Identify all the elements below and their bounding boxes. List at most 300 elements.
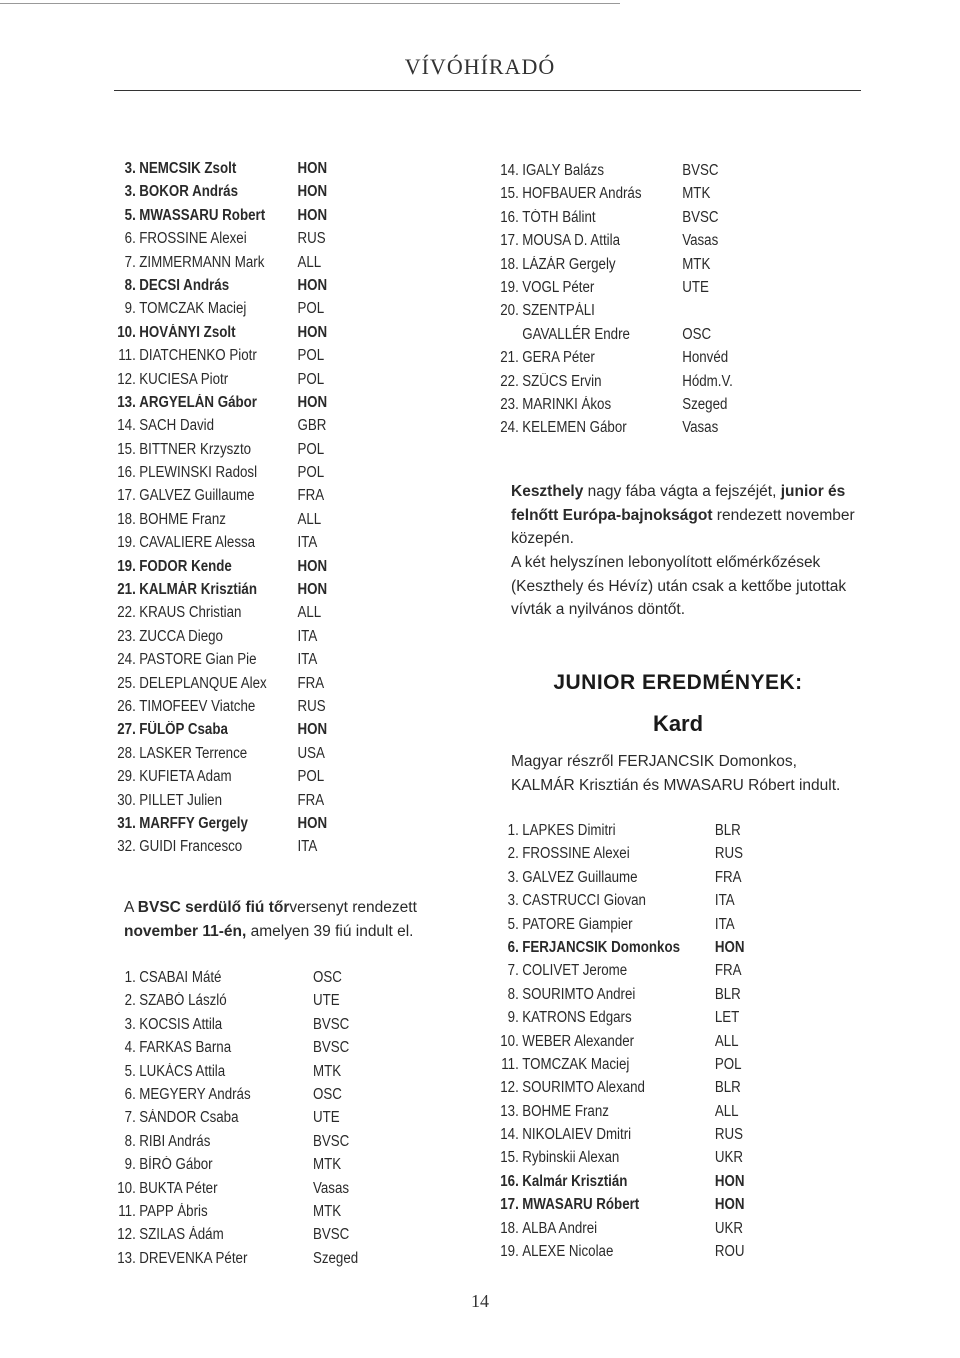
result-position: 12. (117, 370, 136, 388)
club-name: MTK (682, 255, 711, 273)
club-name: Vasas (682, 419, 719, 437)
fencer-name: HOFBAUER András (522, 185, 642, 203)
result-row (493, 936, 777, 959)
result-row (110, 555, 394, 578)
fencer-name: SOURIMTO Andrei (522, 985, 636, 1003)
result-row (110, 718, 394, 741)
result-position: 2. (507, 845, 519, 863)
result-position: 27. (117, 721, 136, 739)
fencer-name: BOHME Franz (522, 1102, 609, 1120)
result-position: 18. (500, 255, 519, 273)
fencer-name: SÁNDOR Csaba (139, 1109, 239, 1127)
fencer-name: PATORE Giampier (522, 915, 633, 933)
result-position: 29. (117, 768, 136, 786)
result-position: 5. (124, 206, 136, 224)
result-position: 1. (124, 969, 136, 986)
junior-results-list (493, 819, 823, 1263)
country-code: HON (297, 160, 328, 177)
result-row (110, 508, 394, 531)
result-row (493, 959, 777, 982)
top-rule (0, 3, 620, 4)
result-position: 20. (500, 302, 519, 320)
fencer-name: LÁZÁR Gergely (522, 255, 616, 273)
result-row (493, 819, 777, 842)
fencer-name: NIKOLAIEV Dmitri (522, 1126, 632, 1144)
result-position: 16. (500, 208, 519, 226)
fencer-name: FARKAS Barna (139, 1039, 232, 1057)
country-code: ALL (297, 604, 322, 622)
result-row (493, 370, 768, 393)
result-position: 23. (500, 395, 519, 413)
result-position: 32. (117, 838, 136, 856)
fencer-name: ZUCCA Diego (139, 627, 223, 645)
result-position: 8. (507, 985, 519, 1003)
fencer-name: SZABÓ László (139, 992, 227, 1010)
country-code: HON (297, 276, 328, 294)
result-position: 9. (124, 1156, 136, 1174)
result-position: 22. (117, 604, 136, 622)
country-code: POL (297, 768, 325, 786)
result-row (493, 983, 777, 1006)
bvsc-results-continued-list (493, 159, 813, 440)
result-row (110, 1130, 385, 1153)
country-code: BLR (714, 822, 741, 839)
fencer-name: ALEXE Nicolae (522, 1243, 614, 1261)
country-code: RUS (714, 845, 744, 863)
result-position: 17. (500, 232, 519, 250)
result-row (493, 1053, 777, 1076)
result-position: 7. (124, 253, 136, 271)
page-header-title: VÍVÓHÍRADÓ (404, 54, 556, 79)
result-row (493, 159, 768, 182)
result-position: 12. (117, 1226, 136, 1244)
result-position: 17. (500, 1196, 519, 1214)
fencer-name: KRAUS Christian (139, 604, 242, 622)
result-row (110, 601, 394, 624)
result-row (493, 1123, 777, 1146)
club-name: BVSC (682, 208, 719, 226)
result-position: 14. (500, 162, 519, 179)
result-position: 12. (500, 1079, 519, 1097)
fencer-name: Rybinskii Alexan (522, 1149, 620, 1167)
result-position: 1. (507, 822, 519, 839)
fencer-name: MWASARU Róbert (522, 1196, 640, 1214)
result-position: 22. (500, 372, 519, 390)
fencer-name: BITTNER Krzyszto (139, 440, 252, 458)
fencer-name: KALMÁR Krisztián (139, 581, 257, 599)
result-row (493, 182, 768, 205)
country-code: POL (297, 440, 325, 458)
fencer-name: MARINKI Ákos (522, 395, 612, 413)
country-code: HON (297, 183, 328, 201)
fencer-name: MEGYERY András (139, 1085, 251, 1103)
fencer-name: PILLET Julien (139, 791, 222, 809)
club-name: Vasas (312, 1179, 350, 1197)
country-code: HON (297, 721, 328, 739)
country-code: ITA (297, 838, 318, 856)
result-row (493, 889, 777, 912)
result-row (110, 835, 394, 858)
result-row (110, 1060, 385, 1083)
country-code: BLR (714, 985, 741, 1003)
kard-heading: Kard (652, 711, 704, 736)
result-position: 21. (500, 349, 519, 367)
result-position: 13. (500, 1102, 519, 1120)
country-code: FRA (297, 487, 325, 505)
result-row (493, 1170, 777, 1193)
result-row (110, 414, 394, 437)
result-position: 6. (124, 1085, 136, 1103)
result-position: 5. (507, 915, 519, 933)
result-position: 3. (124, 1015, 136, 1033)
country-code: POL (297, 370, 325, 388)
result-position: 31. (117, 814, 136, 832)
club-name: BVSC (682, 162, 719, 179)
result-position: 18. (117, 510, 136, 528)
fencer-name: RIBI András (139, 1132, 211, 1150)
country-code: ALL (297, 253, 322, 271)
country-code: UKR (714, 1219, 744, 1237)
result-row (110, 274, 394, 297)
result-position: 13. (117, 1249, 136, 1267)
country-code: ITA (297, 534, 318, 552)
fencer-name: DREVENKA Péter (139, 1249, 248, 1267)
result-position: 3. (124, 160, 136, 177)
country-code: HON (297, 557, 328, 575)
result-position: 10. (500, 1032, 519, 1050)
country-code: HON (714, 938, 745, 956)
fencer-name: PASTORE Gian Pie (139, 651, 257, 669)
result-position: 9. (124, 300, 136, 318)
result-row (493, 253, 768, 276)
club-name: MTK (312, 1062, 342, 1080)
country-code: HON (714, 1196, 745, 1214)
junior-results-heading: JUNIOR EREDMÉNYEK: (553, 671, 803, 694)
fencer-name: FROSSINE Alexei (522, 845, 630, 863)
result-position: 14. (117, 417, 136, 435)
result-row (493, 299, 768, 346)
result-position: 14. (500, 1126, 519, 1144)
result-row (110, 672, 394, 695)
page-number: 14 (471, 1291, 489, 1311)
country-code: POL (297, 464, 325, 482)
fencer-name: DELEPLANQUE Alex (139, 674, 267, 692)
result-position: 3. (507, 868, 519, 886)
result-row (110, 742, 394, 765)
result-position: 19. (117, 534, 136, 552)
fencer-name: ARGYELÁN Gábor (139, 393, 258, 411)
result-row (493, 1193, 777, 1216)
fencer-name: BÍRÓ Gábor (139, 1156, 213, 1174)
country-code: HON (297, 206, 328, 224)
result-row (493, 346, 768, 369)
result-row (110, 625, 394, 648)
result-row (493, 1100, 777, 1123)
result-position: 6. (507, 938, 519, 956)
result-row (493, 866, 777, 889)
result-position: 16. (500, 1172, 519, 1190)
result-position: 15. (500, 185, 519, 203)
result-position: 25. (117, 674, 136, 692)
result-position: 24. (500, 419, 519, 437)
result-position: 26. (117, 697, 136, 715)
fencer-name: LAPKES Dimitri (522, 822, 616, 839)
fencer-name: MARFFY Gergely (139, 814, 248, 832)
result-row (110, 1036, 385, 1059)
fencer-name: SOURIMTO Alexand (522, 1079, 645, 1097)
result-row (110, 368, 394, 391)
club-name: UTE (312, 1109, 340, 1127)
club-name: UTE (312, 992, 340, 1010)
result-position: 28. (117, 744, 136, 762)
fencer-name: GALVEZ Guillaume (522, 868, 638, 886)
country-code: FRA (297, 674, 325, 692)
result-position: 13. (117, 393, 136, 411)
bvsc-results-list (110, 966, 430, 1270)
result-position: 19. (117, 557, 136, 575)
country-code: USA (297, 744, 325, 762)
country-code: ITA (714, 915, 735, 933)
result-row (110, 578, 394, 601)
senior-results-list (110, 157, 440, 859)
result-row (110, 204, 394, 227)
result-position: 5. (124, 1062, 136, 1080)
club-name: BVSC (312, 1015, 350, 1033)
country-code: HON (297, 393, 328, 411)
result-row (110, 648, 394, 671)
result-row (110, 251, 394, 274)
fencer-name: TÓTH Bálint (522, 208, 596, 226)
fencer-name: DECSI András (139, 276, 230, 294)
fencer-name: VOGL Péter (522, 278, 595, 296)
result-row (110, 1013, 385, 1036)
club-name: OSC (682, 325, 712, 343)
fencer-name: KUCIESA Piotr (139, 370, 229, 388)
fencer-name: DIATCHENKO Piotr (139, 347, 257, 365)
country-code: BLR (714, 1079, 741, 1097)
fencer-name: CSABAI Máté (139, 969, 222, 986)
country-code: RUS (297, 697, 326, 715)
club-name: BVSC (312, 1132, 350, 1150)
fencer-name: PAPP Ábris (139, 1202, 208, 1220)
country-code: ITA (714, 892, 735, 910)
fencer-name: BOHME Franz (139, 510, 226, 528)
fencer-name: FROSSINE Alexei (139, 230, 247, 248)
result-row (493, 206, 768, 229)
result-row (110, 461, 394, 484)
fencer-name: COLIVET Jerome (522, 962, 628, 980)
club-name: OSC (312, 969, 342, 986)
keszthely-second-paragraph: A két helyszínen lebonyolított előmérkőzések (Keszthely és Hévíz) után csak a kettőbe jutottak vívták a nyilvános döntőt. (511, 554, 847, 618)
club-name: Szeged (312, 1249, 359, 1267)
result-row (110, 765, 394, 788)
result-row (493, 842, 777, 865)
fencer-name: KELEMEN Gábor (522, 419, 627, 437)
fencer-name: SZŰCS Ervin (522, 372, 602, 390)
result-row (110, 1177, 385, 1200)
result-row (110, 344, 394, 367)
result-row (110, 1200, 385, 1223)
result-row (110, 180, 394, 203)
result-position: 11. (501, 1055, 519, 1073)
fencer-name: HOVÁNYI Zsolt (139, 323, 236, 341)
fencer-name: TIMOFEEV Viatche (139, 697, 256, 715)
country-code: ALL (714, 1032, 739, 1050)
fencer-name: CAVALIERE Alessa (139, 534, 256, 552)
result-position: 10. (117, 323, 136, 341)
result-row (110, 157, 394, 180)
result-position: 21. (117, 581, 136, 599)
country-code: HON (297, 814, 328, 832)
country-code: ITA (297, 627, 318, 645)
result-row (493, 393, 768, 416)
fencer-name: LUKÁCS Attila (139, 1062, 226, 1080)
result-row (493, 416, 768, 439)
result-position: 30. (117, 791, 136, 809)
club-name: MTK (312, 1156, 342, 1174)
result-row (110, 789, 394, 812)
header-rule (114, 90, 861, 91)
result-position: 17. (117, 487, 136, 505)
result-row (110, 966, 385, 989)
fencer-name: TOMCZAK Maciej (522, 1055, 630, 1073)
result-position: 15. (117, 440, 136, 458)
bvsc-intro-paragraph: A BVSC serdülő fiú tőrversenyt rendezett november 11-én, amelyen 39 fiú indult el. (124, 899, 417, 940)
club-name: BVSC (312, 1226, 350, 1244)
result-position: 19. (500, 1243, 519, 1261)
club-name: OSC (312, 1085, 342, 1103)
result-row (493, 1240, 777, 1263)
result-position: 9. (507, 1009, 519, 1027)
fencer-name: WEBER Alexander (522, 1032, 635, 1050)
result-row (493, 1146, 777, 1169)
country-code: POL (297, 300, 325, 318)
country-code: FRA (714, 962, 742, 980)
fencer-name: FODOR Kende (139, 557, 232, 575)
country-code: GBR (297, 417, 327, 435)
result-position: 15. (500, 1149, 519, 1167)
fencer-name: BUKTA Péter (139, 1179, 218, 1197)
fencer-name: FÜLÖP Csaba (139, 721, 228, 739)
keszthely-paragraph: Keszthely nagy fába vágta a fejszéjét, junior és felnőtt Európa-bajnokságot rendezett november közepén. (511, 483, 855, 547)
fencer-name: IGALY Balázs (522, 162, 604, 179)
fencer-name: TOMCZAK Maciej (139, 300, 247, 318)
result-row (110, 1083, 385, 1106)
club-name: Szeged (682, 395, 728, 413)
country-code: HON (297, 581, 328, 599)
result-row (110, 227, 394, 250)
result-row (493, 1006, 777, 1029)
result-row (493, 913, 777, 936)
fencer-name-second-line: GAVALLÉR Endre (522, 325, 630, 343)
fencer-name: MWASSARU Robert (139, 206, 266, 224)
result-position: 10. (117, 1179, 136, 1197)
fencer-name: Kalmár Krisztián (522, 1172, 628, 1190)
result-position: 7. (507, 962, 519, 980)
result-row (493, 1030, 777, 1053)
result-position: 2. (124, 992, 136, 1010)
club-name: Hódm.V. (682, 372, 733, 390)
fencer-name: SZILAS Ádám (139, 1226, 224, 1244)
club-name: UTE (682, 278, 709, 296)
result-position: 18. (500, 1219, 519, 1237)
result-row (110, 484, 394, 507)
club-name: MTK (312, 1202, 342, 1220)
country-code: RUS (297, 230, 326, 248)
result-row (493, 1076, 777, 1099)
result-row (110, 391, 394, 414)
fencer-name: KOCSIS Attila (139, 1015, 223, 1033)
result-position: 8. (124, 276, 136, 294)
result-row (110, 1223, 385, 1246)
junior-intro-paragraph: Magyar részről FERJANCSIK Domonkos, KALMÁR Krisztián és MWASARU Róbert indult. (511, 753, 841, 794)
fencer-name: FERJANCSIK Domonkos (522, 938, 680, 956)
fencer-name: CASTRUCCI Giovan (522, 892, 646, 910)
result-position: 4. (124, 1039, 136, 1057)
fencer-name: KATRONS Edgars (522, 1009, 632, 1027)
fencer-name: KUFIETA Adam (139, 768, 232, 786)
result-position: 6. (124, 230, 136, 248)
country-code: RUS (714, 1126, 744, 1144)
fencer-name: MOUSA D. Attila (522, 232, 621, 250)
fencer-name: SACH David (139, 417, 215, 435)
country-code: ITA (297, 651, 318, 669)
country-code: FRA (714, 868, 742, 886)
country-code: HON (714, 1172, 745, 1190)
fencer-name: LASKER Terrence (139, 744, 248, 762)
result-row (110, 1153, 385, 1176)
fencer-name: GERA Péter (522, 349, 595, 367)
result-position: 24. (117, 651, 136, 669)
club-name: BVSC (312, 1039, 350, 1057)
country-code: HON (297, 323, 328, 341)
fencer-name: SZENTPÁLI (522, 302, 595, 320)
result-row (110, 297, 394, 320)
result-row (110, 321, 394, 344)
country-code: FRA (297, 791, 325, 809)
result-position: 8. (124, 1132, 136, 1150)
result-row (110, 1106, 385, 1129)
country-code: ROU (714, 1243, 745, 1261)
fencer-name: ZIMMERMANN Mark (139, 253, 265, 271)
result-row (493, 276, 768, 299)
country-code: LET (714, 1009, 740, 1027)
country-code: ALL (297, 510, 322, 528)
result-row (110, 438, 394, 461)
result-position: 11. (118, 347, 136, 365)
fencer-name: GALVEZ Guillaume (139, 487, 255, 505)
club-name: Vasas (682, 232, 719, 250)
fencer-name: GUIDI Francesco (139, 838, 243, 856)
fencer-name: BOKOR András (139, 183, 238, 201)
result-position: 3. (507, 892, 519, 910)
country-code: POL (714, 1055, 742, 1073)
result-position: 16. (117, 464, 136, 482)
result-position: 23. (117, 627, 136, 645)
result-row (493, 1217, 777, 1240)
result-row (110, 989, 385, 1012)
result-row (110, 1247, 385, 1270)
result-row (110, 531, 394, 554)
result-position: 19. (500, 278, 519, 296)
club-name: Honvéd (682, 349, 729, 367)
club-name: MTK (682, 185, 711, 203)
result-position: 7. (124, 1109, 136, 1127)
fencer-name: NEMCSIK Zsolt (139, 160, 237, 177)
result-row (110, 812, 394, 835)
result-row (110, 695, 394, 718)
country-code: ALL (714, 1102, 739, 1120)
